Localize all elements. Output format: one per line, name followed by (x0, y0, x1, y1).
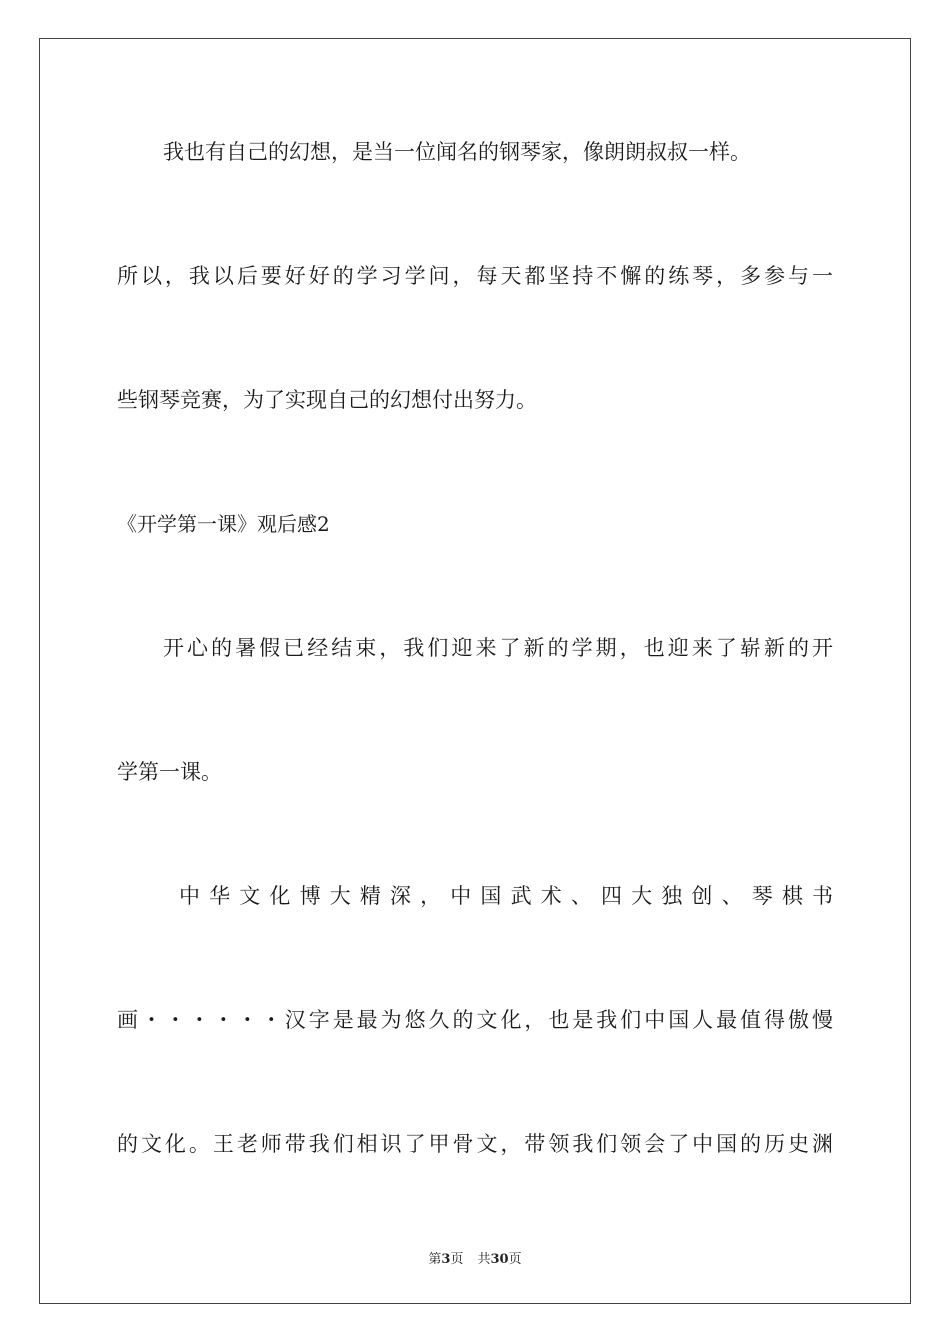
paragraph-line: 些钢琴竞赛，为了实现自己的幻想付出努力。 (117, 388, 537, 412)
paragraph-line: 画・・・・・・汉字是最为悠久的文化，也是我们中国人最值得傲慢 (117, 1008, 833, 1032)
page-border (39, 38, 911, 1304)
page-footer (0, 1248, 950, 1267)
paragraph-line: 开心的暑假已经结束，我们迎来了新的学期，也迎来了崭新的开 (163, 636, 833, 660)
footer-page-suffix: 页 (450, 1252, 464, 1267)
footer-page-prefix: 第 (428, 1252, 442, 1267)
footer-page-number: 3 (441, 1252, 451, 1267)
footer-total-prefix: 共 (477, 1252, 491, 1267)
footer-total-number: 30 (490, 1252, 509, 1267)
paragraph-line: 学第一课。 (117, 760, 222, 784)
section-heading: 《开学第一课》观后感2 (117, 512, 330, 536)
paragraph-line: 所以，我以后要好好的学习学问，每天都坚持不懈的练琴，多参与一 (117, 264, 833, 288)
paragraph-line: 的文化。王老师带我们相识了甲骨文，带领我们领会了中国的历史渊 (117, 1132, 833, 1156)
footer-total-suffix: 页 (508, 1252, 522, 1267)
paragraph-line: 中华文化博大精深，中国武术、四大独创、琴棋书 (179, 884, 833, 908)
paragraph-line: 我也有自己的幻想，是当一位闻名的钢琴家，像朗朗叔叔一样。 (163, 140, 751, 164)
